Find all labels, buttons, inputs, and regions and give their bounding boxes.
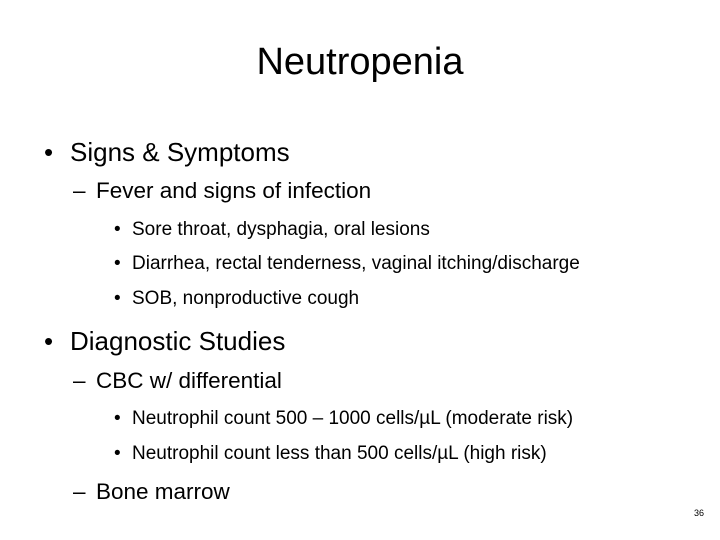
bullet-text: Diagnostic Studies: [70, 326, 286, 356]
bullet-marker: •: [114, 408, 121, 429]
page-number: 36: [693, 508, 704, 518]
detail-bullet-text: Sore throat, dysphagia, oral lesions: [132, 219, 430, 240]
detail-bullet-text: Neutrophil count 500 – 1000 cells/µL (moderate risk): [132, 408, 574, 429]
subbullet-text: Bone marrow: [96, 479, 230, 504]
dash-marker: –: [73, 178, 86, 203]
bullet-marker: •: [114, 443, 121, 464]
bullet-marker: •: [44, 326, 54, 356]
bullet-marker: •: [44, 137, 54, 167]
bullet-text: Signs & Symptoms: [70, 137, 290, 167]
subbullet-text: CBC w/ differential: [96, 368, 282, 393]
detail-bullet-text: Diarrhea, rectal tenderness, vaginal itching/discharge: [132, 253, 580, 274]
detail-bullet-text: SOB, nonproductive cough: [132, 288, 360, 309]
slide-title: Neutropenia: [256, 41, 464, 83]
bullet-marker: •: [114, 288, 121, 309]
bullet-marker: •: [114, 253, 121, 274]
bullet-marker: •: [114, 219, 121, 240]
subbullet-text: Fever and signs of infection: [96, 178, 372, 203]
dash-marker: –: [73, 368, 86, 393]
dash-marker: –: [73, 479, 86, 504]
detail-bullet-text: Neutrophil count less than 500 cells/µL (high risk): [132, 443, 547, 464]
